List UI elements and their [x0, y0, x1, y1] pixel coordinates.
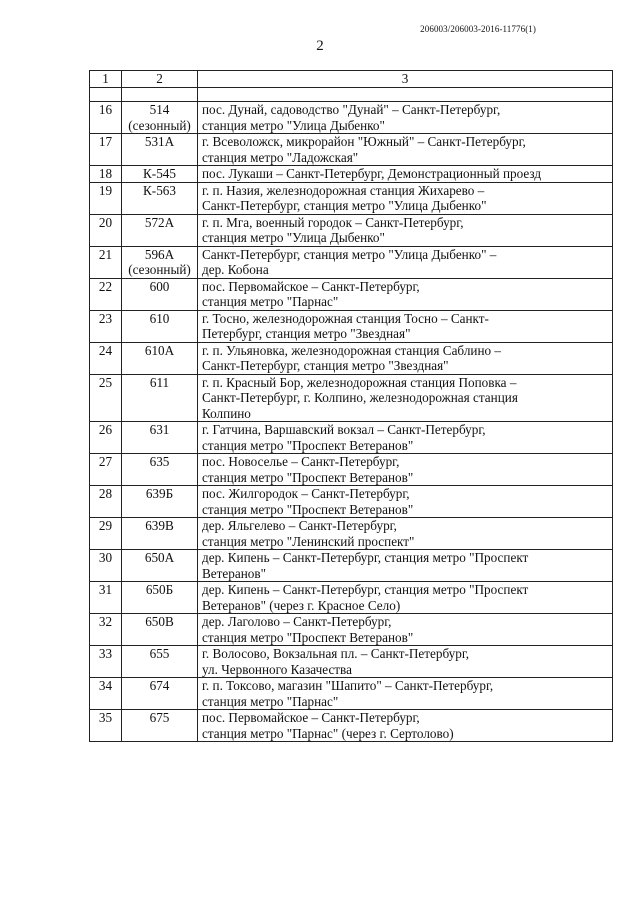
table-row — [90, 374, 613, 422]
description-line: пос. Новоселье – Санкт-Петербург, — [202, 454, 400, 469]
route-cell — [122, 182, 198, 214]
description-line: пос. Лукаши – Санкт-Петербург, Демонстрационный проезд — [202, 166, 542, 181]
description-line: г. Всеволожск, микрорайон "Южный" – Санкт-Петербург, — [202, 134, 526, 149]
description-line: г. п. Токсово, магазин "Шапито" – Санкт-Петербург, — [202, 678, 494, 693]
row-number: 32 — [90, 614, 122, 646]
table-row — [90, 342, 613, 374]
route-description — [198, 166, 613, 183]
route-cell — [122, 678, 198, 710]
route-cell — [122, 454, 198, 486]
description-line: станция метро "Улица Дыбенко" — [202, 117, 385, 133]
description-line: дер. Яльгелево – Санкт-Петербург, — [202, 518, 397, 533]
table-row — [90, 614, 613, 646]
description-line: станция метро "Улица Дыбенко" — [202, 230, 385, 245]
table-row — [90, 550, 613, 582]
route-number: 611 — [149, 374, 170, 390]
row-number: 27 — [90, 454, 122, 486]
route-cell — [122, 166, 198, 183]
route-cell — [122, 246, 198, 278]
row-number: 28 — [90, 486, 122, 518]
description-line: пос. Первомайское – Санкт-Петербург, — [202, 710, 420, 725]
table-row — [90, 582, 613, 614]
route-description — [198, 582, 613, 614]
route-cell — [122, 422, 198, 454]
description-line: Ветеранов" (через г. Красное Село) — [202, 597, 401, 613]
route-description — [198, 550, 613, 582]
header-col-1: 1 — [90, 71, 122, 88]
table-row — [90, 246, 613, 278]
table-row — [90, 278, 613, 310]
row-number: 20 — [90, 214, 122, 246]
route-description — [198, 278, 613, 310]
route-number: К-545 — [143, 166, 176, 181]
description-line: Санкт-Петербург, станция метро "Улица Дыбенко" — [202, 198, 487, 213]
route-description — [198, 518, 613, 550]
description-line: дер. Лаголово – Санкт-Петербург, — [202, 614, 392, 629]
table-row — [90, 310, 613, 342]
route-note: (сезонный) — [128, 117, 191, 133]
route-number: 610А — [144, 342, 175, 358]
row-number: 19 — [90, 182, 122, 214]
route-cell — [122, 518, 198, 550]
description-line: станция метро "Проспект Ветеранов" — [202, 501, 414, 517]
route-cell — [122, 646, 198, 678]
route-number: 531А — [144, 134, 175, 149]
route-note: (сезонный) — [128, 262, 191, 277]
route-number: 600 — [149, 278, 170, 294]
route-description — [198, 310, 613, 342]
table-row — [90, 134, 613, 166]
description-line: станция метро "Ладожская" — [202, 149, 359, 165]
route-cell — [122, 214, 198, 246]
table-row — [90, 710, 613, 742]
description-line: станция метро "Парнас" — [202, 294, 339, 309]
table-row — [90, 454, 613, 486]
route-number: 572А — [144, 214, 175, 230]
row-number: 18 — [90, 166, 122, 183]
table-row — [90, 422, 613, 454]
description-line: пос. Дунай, садоводство "Дунай" – Санкт-Петербург, — [202, 102, 501, 117]
row-number: 16 — [90, 102, 122, 134]
route-number: 514 — [149, 102, 170, 117]
route-description — [198, 710, 613, 742]
description-line: Санкт-Петербург, станция метро "Звездная" — [202, 358, 449, 373]
table-row — [90, 214, 613, 246]
document-id: 206003/206003-2016-11776(1) — [420, 24, 536, 34]
header-col-2: 2 — [122, 71, 198, 88]
route-number: 650А — [144, 550, 175, 565]
route-cell — [122, 550, 198, 582]
spacer-row — [90, 88, 613, 102]
description-line: г. Гатчина, Варшавский вокзал – Санкт-Петербург, — [202, 422, 486, 437]
row-number: 30 — [90, 550, 122, 582]
table-row — [90, 102, 613, 134]
route-description — [198, 214, 613, 246]
route-cell — [122, 710, 198, 742]
route-cell — [122, 102, 198, 134]
row-number: 35 — [90, 710, 122, 742]
route-number: 639Б — [145, 486, 174, 501]
routes-table — [89, 70, 613, 742]
description-line: Санкт-Петербург, станция метро "Улица Дыбенко" – — [202, 246, 497, 262]
description-line: Санкт-Петербург, г. Колпино, железнодорожная станция — [202, 390, 518, 405]
route-description — [198, 342, 613, 374]
description-line: г. п. Назия, железнодорожная станция Жихарево – — [202, 182, 485, 198]
row-number: 25 — [90, 374, 122, 422]
description-line: г. п. Ульяновка, железнодорожная станция Саблино – — [202, 342, 501, 358]
route-number: 631 — [149, 422, 170, 437]
route-number: 650Б — [145, 582, 174, 597]
route-number: 674 — [149, 678, 170, 693]
row-number: 29 — [90, 518, 122, 550]
description-line: г. Тосно, железнодорожная станция Тосно – Санкт- — [202, 310, 489, 326]
table-row — [90, 166, 613, 183]
table-header-row — [90, 71, 613, 88]
row-number: 34 — [90, 678, 122, 710]
route-description — [198, 422, 613, 454]
row-number: 23 — [90, 310, 122, 342]
route-number: 655 — [149, 646, 170, 661]
description-line: станция метро "Проспект Ветеранов" — [202, 469, 414, 485]
description-line: дер. Кобона — [202, 262, 269, 277]
table-row — [90, 646, 613, 678]
route-cell — [122, 134, 198, 166]
table-row — [90, 182, 613, 214]
row-number: 33 — [90, 646, 122, 678]
route-cell — [122, 374, 198, 422]
route-number: 596А — [144, 246, 175, 262]
route-description — [198, 614, 613, 646]
page-number: 2 — [316, 38, 324, 54]
route-description — [198, 102, 613, 134]
row-number: 31 — [90, 582, 122, 614]
description-line: пос. Жилгородок – Санкт-Петербург, — [202, 486, 410, 501]
description-line: станция метро "Парнас" (через г. Сертолово) — [202, 725, 454, 741]
route-cell — [122, 278, 198, 310]
route-number: 610 — [149, 310, 170, 326]
route-cell — [122, 614, 198, 646]
description-line: пос. Первомайское – Санкт-Петербург, — [202, 278, 420, 294]
description-line: г. Волосово, Вокзальная пл. – Санкт-Петербург, — [202, 646, 470, 661]
description-line: станция метро "Проспект Ветеранов" — [202, 437, 414, 453]
description-line: станция метро "Проспект Ветеранов" — [202, 629, 414, 645]
description-line: Ветеранов" — [202, 565, 266, 581]
description-line: г. п. Красный Бор, железнодорожная станция Поповка – — [202, 374, 517, 390]
route-number: К-563 — [143, 182, 176, 198]
row-number: 22 — [90, 278, 122, 310]
description-line: дер. Кипень – Санкт-Петербург, станция метро "Проспект — [202, 582, 529, 597]
route-description — [198, 182, 613, 214]
route-description — [198, 246, 613, 278]
route-description — [198, 454, 613, 486]
description-line: г. п. Мга, военный городок – Санкт-Петербург, — [202, 214, 464, 230]
row-number: 26 — [90, 422, 122, 454]
route-number: 650В — [145, 614, 174, 629]
description-line: Колпино — [202, 405, 251, 421]
row-number: 21 — [90, 246, 122, 278]
description-line: станция метро "Ленинский проспект" — [202, 533, 415, 549]
table-row — [90, 486, 613, 518]
route-number: 639В — [145, 518, 174, 533]
route-number: 635 — [149, 454, 170, 469]
route-description — [198, 486, 613, 518]
route-description — [198, 134, 613, 166]
route-description — [198, 678, 613, 710]
route-cell — [122, 582, 198, 614]
row-number: 17 — [90, 134, 122, 166]
row-number: 24 — [90, 342, 122, 374]
table-row — [90, 678, 613, 710]
route-cell — [122, 310, 198, 342]
table-row — [90, 518, 613, 550]
route-number: 675 — [149, 710, 170, 725]
header-col-3: 3 — [198, 71, 613, 88]
description-line: Петербург, станция метро "Звездная" — [202, 326, 411, 341]
route-description — [198, 374, 613, 422]
description-line: ул. Червонного Казачества — [202, 661, 352, 677]
route-description — [198, 646, 613, 678]
route-cell — [122, 486, 198, 518]
route-cell — [122, 342, 198, 374]
description-line: дер. Кипень – Санкт-Петербург, станция метро "Проспект — [202, 550, 529, 565]
description-line: станция метро "Парнас" — [202, 693, 339, 709]
